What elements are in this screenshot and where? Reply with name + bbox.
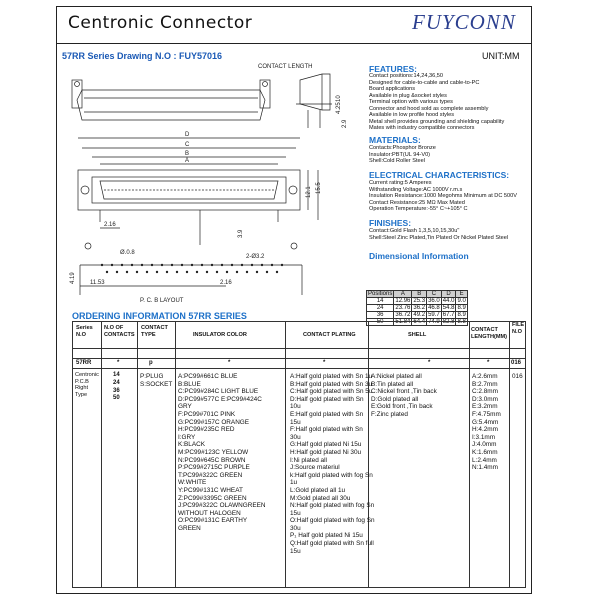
file-number: 016 bbox=[512, 373, 523, 380]
table-cell: 8.9 bbox=[457, 312, 466, 318]
list-item: W:WHITE bbox=[178, 479, 207, 487]
features-title: FEATURES: bbox=[369, 64, 418, 74]
column-header: Positions bbox=[368, 291, 393, 297]
list-item: T:PC99#322C GREEN bbox=[178, 471, 243, 479]
list-item: C:Half gold plated with Sn 5u bbox=[290, 388, 373, 396]
code-series: 57RR bbox=[76, 360, 92, 366]
list-item: H:4.2mm bbox=[472, 426, 498, 434]
dim-a: A bbox=[185, 158, 190, 164]
list-item: P.C.B bbox=[75, 378, 89, 385]
materials-list bbox=[369, 145, 436, 165]
column-header: C bbox=[427, 291, 442, 298]
list-item: Current rating:5 Amperes bbox=[369, 180, 432, 186]
dim-phi-0-8: Ø.0.8 bbox=[120, 250, 135, 256]
shell-options bbox=[371, 373, 437, 419]
list-item: I:3.1mm bbox=[472, 433, 496, 441]
list-item: H:Half gold plated Ni 30u bbox=[290, 448, 362, 456]
list-item: N:PC99#645C BROWN bbox=[178, 456, 246, 464]
code-color: * bbox=[228, 360, 231, 366]
series-drawing-number: 57RR Series Drawing N.O : FUY57016 bbox=[62, 51, 223, 61]
list-item: Contact Resistance:25 MΩ Max Mated bbox=[369, 199, 465, 206]
dim-phi-3-2: 2-Ø3.2 bbox=[246, 254, 265, 260]
list-item: Shell:Cold Roller Steel bbox=[369, 158, 425, 164]
list-item: S:SOCKET bbox=[140, 380, 173, 388]
list-item: Terminal option with various types bbox=[369, 99, 453, 105]
list-item: Contact positions:14,24,36,50 bbox=[369, 73, 444, 79]
table-cell: 50 bbox=[367, 319, 394, 326]
list-item: E:Half gold plated with Sn bbox=[290, 410, 364, 418]
list-item: D:Gold plated all bbox=[371, 395, 419, 403]
contact-length-options bbox=[472, 373, 501, 472]
list-item: F:Zinc plated bbox=[371, 410, 408, 418]
list-item: K:1.6mm bbox=[472, 448, 498, 456]
list-item: B:BLUE bbox=[178, 380, 201, 388]
list-item: WITHOUT HALOGEN bbox=[178, 509, 241, 517]
list-item: C:Nickel front ,Tin back bbox=[371, 388, 437, 396]
list-item: 30u bbox=[290, 433, 301, 441]
dim-12-1: 12.1 bbox=[306, 186, 312, 198]
dim-4-19: 4.19 bbox=[70, 272, 76, 284]
table-row bbox=[367, 312, 468, 319]
table-cell: 64.4 bbox=[413, 319, 426, 325]
table-cell: 67.7 bbox=[442, 312, 455, 318]
code-length: * bbox=[487, 360, 490, 366]
list-item: Connector and hood sold as complete assembly bbox=[369, 105, 489, 112]
list-item: P:PLUG bbox=[140, 373, 164, 380]
list-item: K:BLACK bbox=[178, 441, 205, 449]
code-shell: * bbox=[428, 360, 431, 366]
pcb-layout-label: P. C. B LAYOUT bbox=[140, 298, 184, 304]
list-item: 14 bbox=[113, 372, 120, 378]
list-item: 24 bbox=[113, 379, 120, 386]
contact-type-options bbox=[140, 373, 172, 388]
list-item: A:Half gold plated with Sn 1u bbox=[290, 373, 373, 380]
table-cell: 44.0 bbox=[442, 298, 455, 304]
header-contact-length: CONTACT LENGTH(MM) bbox=[471, 327, 508, 340]
list-item: Type bbox=[75, 391, 88, 398]
header-file-no: FILE N.O bbox=[512, 322, 525, 335]
contact-plating-options bbox=[290, 373, 375, 555]
list-item: D:3.0mm bbox=[472, 395, 498, 403]
table-cell: 49.2 bbox=[413, 312, 426, 318]
list-item: Y:PC99#131C WHEAT bbox=[178, 486, 243, 494]
list-item: P₁ Half gold plated Ni 15u bbox=[290, 532, 363, 540]
list-item: Board applications bbox=[369, 86, 416, 92]
list-item: Right bbox=[75, 385, 89, 392]
list-item: O:Half gold plated with fog Sn bbox=[290, 517, 375, 525]
list-item: G:Half gold plated Ni 15u bbox=[290, 441, 362, 449]
list-item: Available in low profile hood styles bbox=[369, 112, 455, 118]
dim-b: B bbox=[185, 151, 190, 157]
table-cell: 23.76 bbox=[395, 305, 411, 311]
list-item: B:Tin plated all bbox=[371, 380, 414, 388]
header-contacts: N.O OF CONTACTS bbox=[104, 325, 135, 338]
list-item: J:4.0mm bbox=[472, 441, 497, 449]
list-item: J:Source materiul bbox=[290, 464, 340, 472]
table-cell: 8.8 bbox=[457, 319, 466, 325]
list-item: Centronic bbox=[75, 372, 99, 378]
dim-11-53: 11.53 bbox=[90, 280, 105, 286]
header-insulator-color: INSULATOR COLOR bbox=[193, 332, 247, 338]
contact-length-label: CONTACT LENGTH bbox=[258, 64, 313, 70]
list-item: 1u bbox=[290, 479, 298, 487]
table-cell: 46.8 bbox=[428, 305, 440, 311]
list-item: Operation Temperature:-55° C~+105° C bbox=[369, 206, 468, 212]
code-contacts: * bbox=[117, 360, 120, 366]
list-item: 36 bbox=[113, 387, 120, 394]
list-item: Contact:Gold Flash 1,3,5,10,15,30u" bbox=[369, 228, 460, 234]
list-item: N:1.4mm bbox=[472, 464, 498, 472]
code-file: 016 bbox=[511, 360, 522, 366]
list-item: B:Half gold plated with Sn 3u bbox=[290, 380, 373, 388]
table-row bbox=[367, 305, 468, 312]
table-row bbox=[367, 298, 468, 305]
table-cell: 25.3 bbox=[413, 298, 426, 304]
list-item: D:Half gold plated with Sn bbox=[290, 395, 364, 403]
list-item: Insulation Resistance:1000 Megohms Minimum at DC 500V bbox=[369, 193, 517, 199]
table-cell: 12.96 bbox=[395, 298, 411, 304]
list-item: N:Half gold plated with fog Sn bbox=[290, 502, 375, 510]
table-cell: 9.0 bbox=[457, 298, 466, 304]
list-item: Z:PC99#3395C GREEN bbox=[178, 494, 247, 502]
list-item: Designed for cable-to-cable and cable-to-PC bbox=[369, 79, 480, 86]
brand-logo: FUYCONN bbox=[412, 10, 516, 34]
header-series: Series N.O bbox=[76, 325, 93, 338]
list-item: F:4.75mm bbox=[472, 410, 501, 418]
technical-drawing bbox=[60, 60, 360, 310]
column-header: D bbox=[441, 291, 456, 298]
code-plating: * bbox=[323, 360, 326, 366]
list-item: H:PC99#235C RED bbox=[178, 426, 235, 434]
list-item: C:2.8mm bbox=[472, 388, 498, 396]
table-cell: 36.72 bbox=[395, 312, 411, 318]
ordering-table bbox=[72, 321, 526, 588]
table-cell: 59.7 bbox=[428, 312, 440, 318]
list-item: Metal shell provides grounding and shielding capability bbox=[369, 118, 505, 125]
table-cell: 74.9 bbox=[428, 319, 440, 325]
table-cell: 51.84 bbox=[395, 319, 411, 325]
header-contact-type: CONTACT TYPE bbox=[141, 325, 168, 338]
dim-10: 10 bbox=[336, 95, 342, 102]
column-header: B bbox=[412, 291, 427, 298]
dim-3-9: 3.9 bbox=[238, 229, 244, 238]
list-item: G:5.4mm bbox=[472, 418, 499, 426]
header-contact-plating: CONTACT PLATING bbox=[303, 332, 356, 338]
dim-c: C bbox=[185, 142, 190, 148]
list-item: E:3.2mm bbox=[472, 403, 498, 411]
list-item: G:PC99#157C ORANGE bbox=[178, 418, 250, 426]
table-cell: 8.9 bbox=[457, 305, 466, 311]
list-item: GREEN bbox=[178, 524, 201, 532]
dimension-title: Dimensional Information bbox=[369, 251, 469, 261]
list-item: I:GRY bbox=[178, 433, 196, 441]
list-item: A:Nickel plated all bbox=[371, 373, 422, 380]
list-item: O:PC99#131C EARTHY bbox=[178, 517, 248, 525]
list-item: k:Half gold plated with fog Sn bbox=[290, 471, 373, 479]
finishes-list bbox=[369, 228, 508, 241]
table-cell: 24 bbox=[367, 305, 394, 312]
list-item: E:Gold front ,Tin back bbox=[371, 403, 433, 411]
page-title: Centronic Connector bbox=[68, 13, 253, 33]
list-item: D:PC99#577C E:PC99#424C bbox=[178, 395, 262, 403]
header-shell: SHELL bbox=[408, 332, 427, 338]
list-item: 50 bbox=[113, 395, 120, 402]
table-cell: 14 bbox=[367, 298, 394, 305]
dim-4-25: 4.25 bbox=[336, 102, 342, 114]
electrical-list bbox=[369, 180, 517, 213]
insulator-color-options bbox=[178, 373, 266, 532]
list-item: 30u bbox=[290, 524, 301, 532]
list-item: M:Gold plated all 30u bbox=[290, 494, 351, 502]
dim-2-9: 2.9 bbox=[342, 119, 348, 128]
ordering-title: ORDERING INFORMATION 57RR SERIES bbox=[72, 311, 247, 321]
list-item: J:PC99#322C OLAWNGREEN bbox=[178, 502, 266, 510]
list-item: F:PC99#701C PINK bbox=[178, 410, 236, 418]
list-item: C:PC99#284C LIGHT BLUE bbox=[178, 388, 259, 396]
list-item: Mates with industry compatible connectors bbox=[369, 125, 475, 131]
list-item: M:PC99#123C YELLOW bbox=[178, 448, 249, 456]
table-cell: 82.8 bbox=[442, 319, 455, 325]
table-cell: 36.0 bbox=[428, 298, 440, 304]
table-cell: 36 bbox=[367, 312, 394, 319]
code-type: p bbox=[149, 360, 153, 366]
list-item: 15u bbox=[290, 509, 301, 517]
list-item: L:2.4mm bbox=[472, 456, 497, 464]
list-item: Contacts:Phosphor Bronze bbox=[369, 145, 436, 151]
dim-15-5: 15.5 bbox=[316, 182, 322, 194]
list-item: B:2.7mm bbox=[472, 380, 498, 388]
column-header: E bbox=[456, 291, 467, 298]
list-item: A:PC99#661C BLUE bbox=[178, 373, 238, 380]
list-item: 15u bbox=[290, 418, 301, 426]
unit-label: UNIT:MM bbox=[482, 51, 520, 61]
list-item: A:2.6mm bbox=[472, 373, 498, 380]
table-cell: 54.8 bbox=[442, 305, 455, 311]
list-item: 15u bbox=[290, 547, 301, 555]
list-item: I:Ni plated all bbox=[290, 456, 327, 464]
table-cell: 36.2 bbox=[413, 305, 426, 311]
features-list bbox=[369, 73, 504, 132]
finishes-title: FINISHES: bbox=[369, 218, 412, 228]
electrical-title: ELECTRICAL CHARACTERISTICS: bbox=[369, 170, 510, 180]
contacts-options bbox=[113, 372, 120, 403]
dim-d: D bbox=[185, 132, 190, 138]
materials-title: MATERIALS: bbox=[369, 135, 421, 145]
table-header-row bbox=[367, 291, 468, 298]
list-item: GRY bbox=[178, 403, 192, 411]
list-item: Q:Half gold plated with Sn full bbox=[290, 540, 374, 548]
list-item: 10u bbox=[290, 403, 301, 411]
list-item: Withstanding Voltage:AC 1000V r.m.s bbox=[369, 186, 463, 193]
column-header: A bbox=[394, 291, 412, 298]
list-item: Insulator:PBT(UL 94-V0) bbox=[369, 151, 431, 158]
series-description bbox=[75, 372, 99, 398]
list-item: F:Half gold plated with Sn bbox=[290, 426, 363, 434]
dim-2-16-bottom: 2.16 bbox=[220, 280, 232, 286]
list-item: Shell:Steel Zinc Plated,Tin Plated Or Nickel Plated Steel bbox=[369, 234, 509, 241]
list-item: L:Gold plated all 1u bbox=[290, 486, 346, 494]
dim-2-16-top: 2.16 bbox=[104, 222, 116, 228]
list-item: Available in plug &socket styles bbox=[369, 92, 447, 99]
list-item: P:PC99#2715C PURPLE bbox=[178, 464, 250, 472]
